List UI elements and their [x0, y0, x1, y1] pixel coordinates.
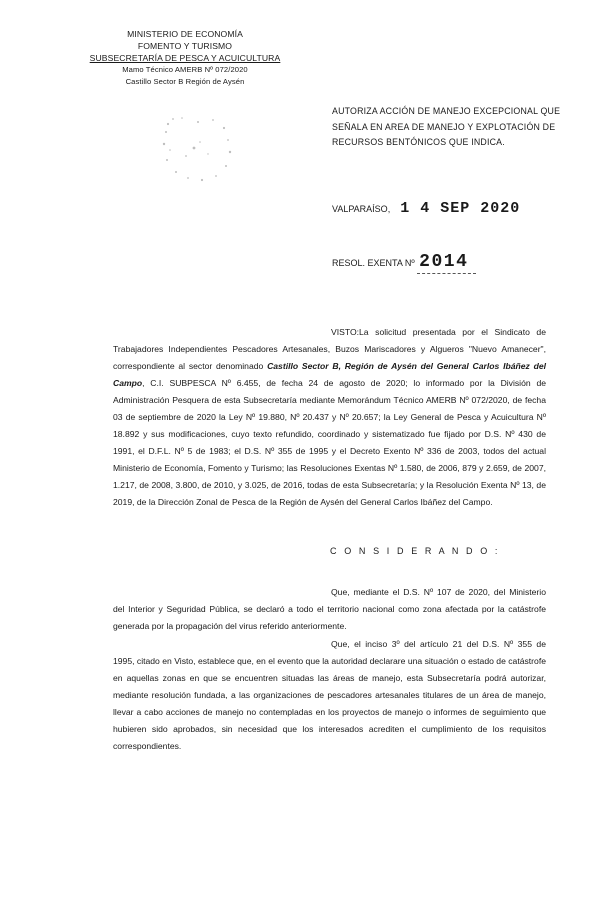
visto-text-part2: , C.I. SUBPESCA Nº 6.455, de fecha 24 de agosto de 2020; lo informado por la División de Administración Pesquera de esta Subsecretaría mediante Memorándum Técnico AMERB Nº 072/2020, de fecha 03 de septiembre de 2020 la Ley Nº 19.880, Nº 20.437 y Nº 20.657; la Ley General de Pesca y Acuicultura Nº 18.892 y sus modificaciones, cuyo texto refundido, coordinado y sistematizado fue fijado por D.S. Nº 430 de 1991, el D.F.L. Nº 5 de 1983; el D.S. Nº 355 de 1995 y el Decreto Exento Nº 336 de 2003, todos del actual Ministerio de Economía, Fomento y Turismo; las Resoluciones Exentas Nº 1.580, de 2006, 879 y 2.659, de 2007, 1.217, de 2008, 3.800, de 2010, y 3.025, de 2016, todas de esta Subsecretaría; y la Resolución Exenta Nº 13, de 2019, de la Dirección Zonal de Pesca de la Región de Aysén del General Carlos Ibáñez del Campo. [113, 378, 546, 507]
resolution-number-line [332, 252, 476, 272]
resolution-label: RESOL. EXENTA Nº [332, 258, 415, 268]
considerando-item-1 [113, 584, 546, 635]
date-stamp: 1 4 SEP 2020 [400, 200, 521, 217]
resolution-number: 2014 [417, 252, 476, 274]
place-label: VALPARAÍSO, [332, 204, 391, 214]
letterhead [70, 28, 300, 88]
visto-sector-name: Castillo Sector B, Región de Aysén del General Carlos Ibáñez del Campo [113, 361, 546, 388]
subsecretaria-name: SUBSECRETARÍA DE PESCA Y ACUICULTURA [89, 53, 281, 63]
considerando-heading: C O N S I D E R A N D O : [330, 546, 501, 556]
official-stamp [158, 110, 240, 188]
visto-label: VISTO: [331, 327, 360, 337]
memo-reference: Mamo Técnico AMERB Nº 072/2020 [122, 65, 248, 74]
visto-text-part1: La solicitud presentada por el Sindicato de Trabajadores Independientes Pescadores Artesanales, Buzos Mariscadores y Algueros "Nuevo Amanecer", correspondiente al sector denominado [113, 327, 546, 371]
place-date [332, 200, 520, 217]
ministry-name-cont: FOMENTO Y TURISMO [137, 41, 233, 51]
considerando-item-1-text: Que, mediante el D.S. Nº 107 de 2020, del Ministerio del Interior y Seguridad Pública, se declaró a todo el territorio nacional como zona afectada por la catástrofe generada por la propagación del virus referido anteriormente. [113, 587, 546, 631]
ministry-name: MINISTERIO DE ECONOMÍA [127, 29, 243, 39]
visto-paragraph [113, 324, 546, 511]
considerando-item-2-text: Que, el inciso 3º del artículo 21 del D.S. Nº 355 de 1995, citado en Visto, establece que, en el evento que la autoridad declarare una situación o estado de catástrofe en aquellas zonas en que se encuentren situadas las áreas de manejo, esta Subsecretaría podrá autorizar, mediante resolución fundada, a las organizaciones de pescadores artesanales titulares de un área de manejo, llevar a cabo acciones de manejo no contempladas en los proyectos de manejo o informes de seguimiento que hubieren sido aprobados, sin necesidad que los interesados acrediten el cumplimiento de los requisitos correspondientes. [113, 639, 546, 751]
sector-reference: Castillo Sector B Región de Aysén [125, 77, 245, 86]
considerando-item-2 [113, 636, 546, 755]
resolution-subject: AUTORIZA ACCIÓN DE MANEJO EXCEPCIONAL QUE SEÑALA EN AREA DE MANEJO Y EXPLOTACIÓN DE RECURSOS BENTÓNICOS QUE INDICA. [332, 106, 561, 147]
